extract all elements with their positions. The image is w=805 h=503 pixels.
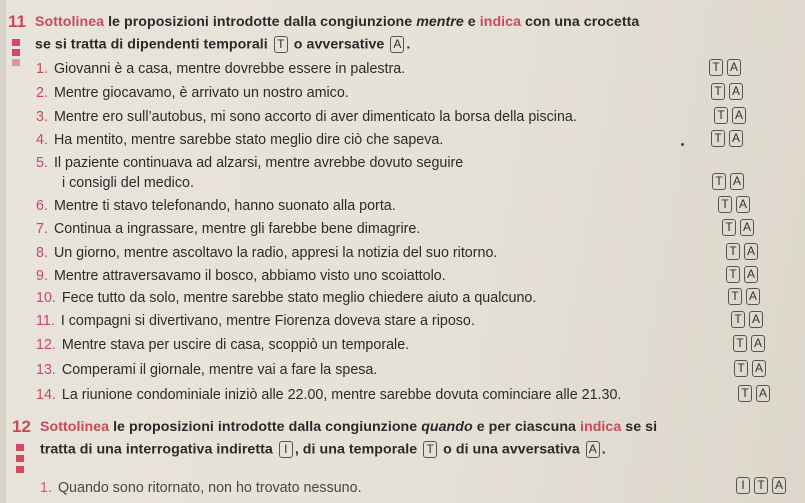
item-text: Mentre ero sull’autobus, mi sono accorto di aver dimenticato la borsa della piscina. (53, 109, 577, 125)
item-text: Comperami il giornale, mentre vai a fare la spesa. (61, 362, 378, 378)
option-box-t[interactable]: T (734, 360, 748, 377)
option-box-t[interactable]: T (738, 385, 752, 402)
instruction-text: o avversative (293, 36, 385, 53)
option-box-a[interactable]: A (729, 83, 743, 100)
legend-box-a: A (390, 36, 404, 53)
option-box-t[interactable]: T (731, 311, 745, 328)
instruction-keyword-indica: indica (479, 14, 522, 30)
answer-options (722, 266, 758, 283)
instruction-text: e (463, 14, 480, 30)
exercise-11-item (36, 221, 420, 237)
option-box-a[interactable]: A (751, 335, 765, 352)
answer-options (708, 173, 744, 190)
exercise-11-item (36, 268, 446, 284)
exercise-11-item (56, 175, 194, 191)
answer-options (714, 196, 750, 213)
item-number: 11. (36, 313, 55, 329)
bullet-square (16, 444, 24, 451)
item-text: Un giorno, mentre ascoltavo la radio, appresi la notizia del suo ritorno. (53, 245, 498, 261)
exercise-11-instruction-line2: se si tratta di dipendenti temporali T o avversative A . (35, 36, 411, 53)
pen-mark-dot (681, 143, 684, 146)
option-box-t[interactable]: T (709, 59, 723, 76)
instruction-text: le proposizioni introdotte dalla congiunzione (109, 419, 422, 435)
exercise-11-item (36, 337, 409, 353)
item-text: Continua a ingrassare, mentre gli farebbe bene dimagrire. (53, 221, 421, 237)
item-number: 1. (36, 61, 48, 77)
option-box-a[interactable]: A (730, 173, 744, 190)
option-box-a[interactable]: A (752, 360, 766, 377)
answer-options (718, 219, 754, 236)
option-box-i[interactable]: I (736, 477, 750, 494)
item-text: Mentre attraversavamo il bosco, abbiamo visto uno scoiattolo. (53, 268, 446, 284)
item-text: Ha mentito, mentre sarebbe stato meglio dire ciò che sapeva. (53, 132, 444, 148)
option-box-a[interactable]: A (732, 107, 746, 124)
exercise-11-item (36, 313, 475, 329)
item-number: 10. (36, 290, 56, 306)
item-number: 12. (36, 337, 56, 353)
item-text: I compagni si divertivano, mentre Fiorenza doveva stare a riposo. (60, 313, 475, 329)
answer-options (727, 311, 763, 328)
instruction-text: o di una avversativa (443, 441, 580, 458)
option-box-t[interactable]: T (726, 243, 740, 260)
option-box-t[interactable]: T (718, 196, 732, 213)
item-number: 13. (36, 362, 56, 378)
option-box-a[interactable]: A (746, 288, 760, 305)
exercise-11-item (36, 387, 621, 403)
exercise-11-item (36, 132, 443, 148)
item-number: 4. (36, 132, 48, 148)
instruction-text: se si (621, 419, 658, 435)
answer-options (724, 288, 760, 305)
item-number: 8. (36, 245, 48, 261)
exercise-12-item (40, 480, 362, 496)
option-box-t[interactable]: T (711, 83, 725, 100)
legend-box-i: I (279, 441, 293, 458)
answer-options (705, 59, 741, 76)
item-number: 9. (36, 268, 48, 284)
legend-box-a: A (586, 441, 600, 458)
exercise-11-item (36, 85, 349, 101)
item-number: 14. (36, 387, 56, 403)
answer-options (707, 130, 743, 147)
item-text: Mentre ti stavo telefonando, hanno suonato alla porta. (53, 198, 396, 214)
page-edge (0, 0, 6, 503)
answer-options (722, 243, 758, 260)
instruction-keyword-quando: quando (421, 419, 473, 435)
exercise-11-item (36, 198, 396, 214)
bullet-square (16, 455, 24, 462)
item-number: 5. (36, 155, 48, 171)
exercise-11-item (36, 362, 377, 378)
item-text: Giovanni è a casa, mentre dovrebbe essere in palestra. (53, 61, 406, 77)
option-box-a[interactable]: A (727, 59, 741, 76)
exercise-12-instruction-line1 (40, 419, 657, 435)
option-box-a[interactable]: A (744, 266, 758, 283)
option-box-t[interactable]: T (714, 107, 728, 124)
item-text: Mentre giocavamo, è arrivato un nostro amico. (53, 85, 349, 101)
option-box-t[interactable]: T (722, 219, 736, 236)
option-box-a[interactable]: A (756, 385, 770, 402)
exercise-11-item (36, 245, 497, 261)
exercise-11-item (36, 290, 536, 306)
exercise-11-instruction-line1 (35, 14, 639, 30)
instruction-keyword-sottolinea: Sottolinea (40, 419, 110, 435)
option-box-t[interactable]: T (728, 288, 742, 305)
instruction-text: se si tratta di dipendenti temporali (35, 36, 268, 53)
answer-options (732, 477, 786, 494)
option-box-t[interactable]: T (726, 266, 740, 283)
instruction-keyword-sottolinea: Sottolinea (35, 14, 105, 30)
option-box-a[interactable]: A (744, 243, 758, 260)
instruction-keyword-mentre: mentre (416, 14, 464, 30)
answer-options (707, 83, 743, 100)
instruction-text: le proposizioni introdotte dalla congiunzione (104, 14, 417, 30)
option-box-a[interactable]: A (729, 130, 743, 147)
item-text: Quando sono ritornato, non ho trovato nessuno. (57, 480, 362, 496)
answer-options (730, 360, 766, 377)
instruction-keyword-indica: indica (579, 419, 622, 435)
item-number: 2. (36, 85, 48, 101)
item-number: 6. (36, 198, 48, 214)
item-number: 1. (40, 480, 52, 496)
bullet-square (12, 59, 20, 66)
instruction-text: tratta di una interrogativa indiretta (40, 441, 273, 458)
option-box-a[interactable]: A (736, 196, 750, 213)
answer-options (710, 107, 746, 124)
exercise-11-item (36, 109, 577, 125)
exercise-11-item (36, 61, 405, 77)
legend-box-t: T (423, 441, 437, 458)
instruction-text: e per ciascuna (472, 419, 580, 435)
exercise-11-number: 11 (8, 12, 26, 31)
exercise-12-instruction-line2: tratta di una interrogativa indiretta I , di una temporale T o di una avversativa A . (40, 441, 606, 458)
item-number: 3. (36, 109, 48, 125)
option-box-t[interactable]: T (711, 130, 725, 147)
item-text: i consigli del medico. (62, 175, 194, 191)
option-box-a[interactable]: A (772, 477, 786, 494)
item-text: Il paziente continuava ad alzarsi, mentre avrebbe dovuto seguire (53, 155, 464, 171)
bullet-square (12, 49, 20, 56)
bullet-square (16, 466, 24, 473)
item-text: Fece tutto da solo, mentre sarebbe stato meglio chiedere aiuto a qualcuno. (61, 290, 537, 306)
option-box-a[interactable]: A (749, 311, 763, 328)
answer-options (729, 335, 765, 352)
exercise-11-item (36, 155, 463, 171)
answer-options (734, 385, 770, 402)
option-box-a[interactable]: A (740, 219, 754, 236)
instruction-text: con una crocetta (521, 14, 640, 30)
option-box-t[interactable]: T (733, 335, 747, 352)
item-text: Mentre stava per uscire di casa, scoppiò un temporale. (61, 337, 410, 353)
bullet-square (12, 39, 20, 46)
legend-box-t: T (274, 36, 288, 53)
item-number: 7. (36, 221, 48, 237)
exercise-12-number: 12 (12, 417, 31, 436)
item-text: La riunione condominiale iniziò alle 22.00, mentre sarebbe dovuta cominciare alle 21.30. (61, 387, 622, 403)
option-box-t[interactable]: T (712, 173, 726, 190)
option-box-t[interactable]: T (754, 477, 768, 494)
instruction-text: , di una temporale (294, 441, 418, 458)
